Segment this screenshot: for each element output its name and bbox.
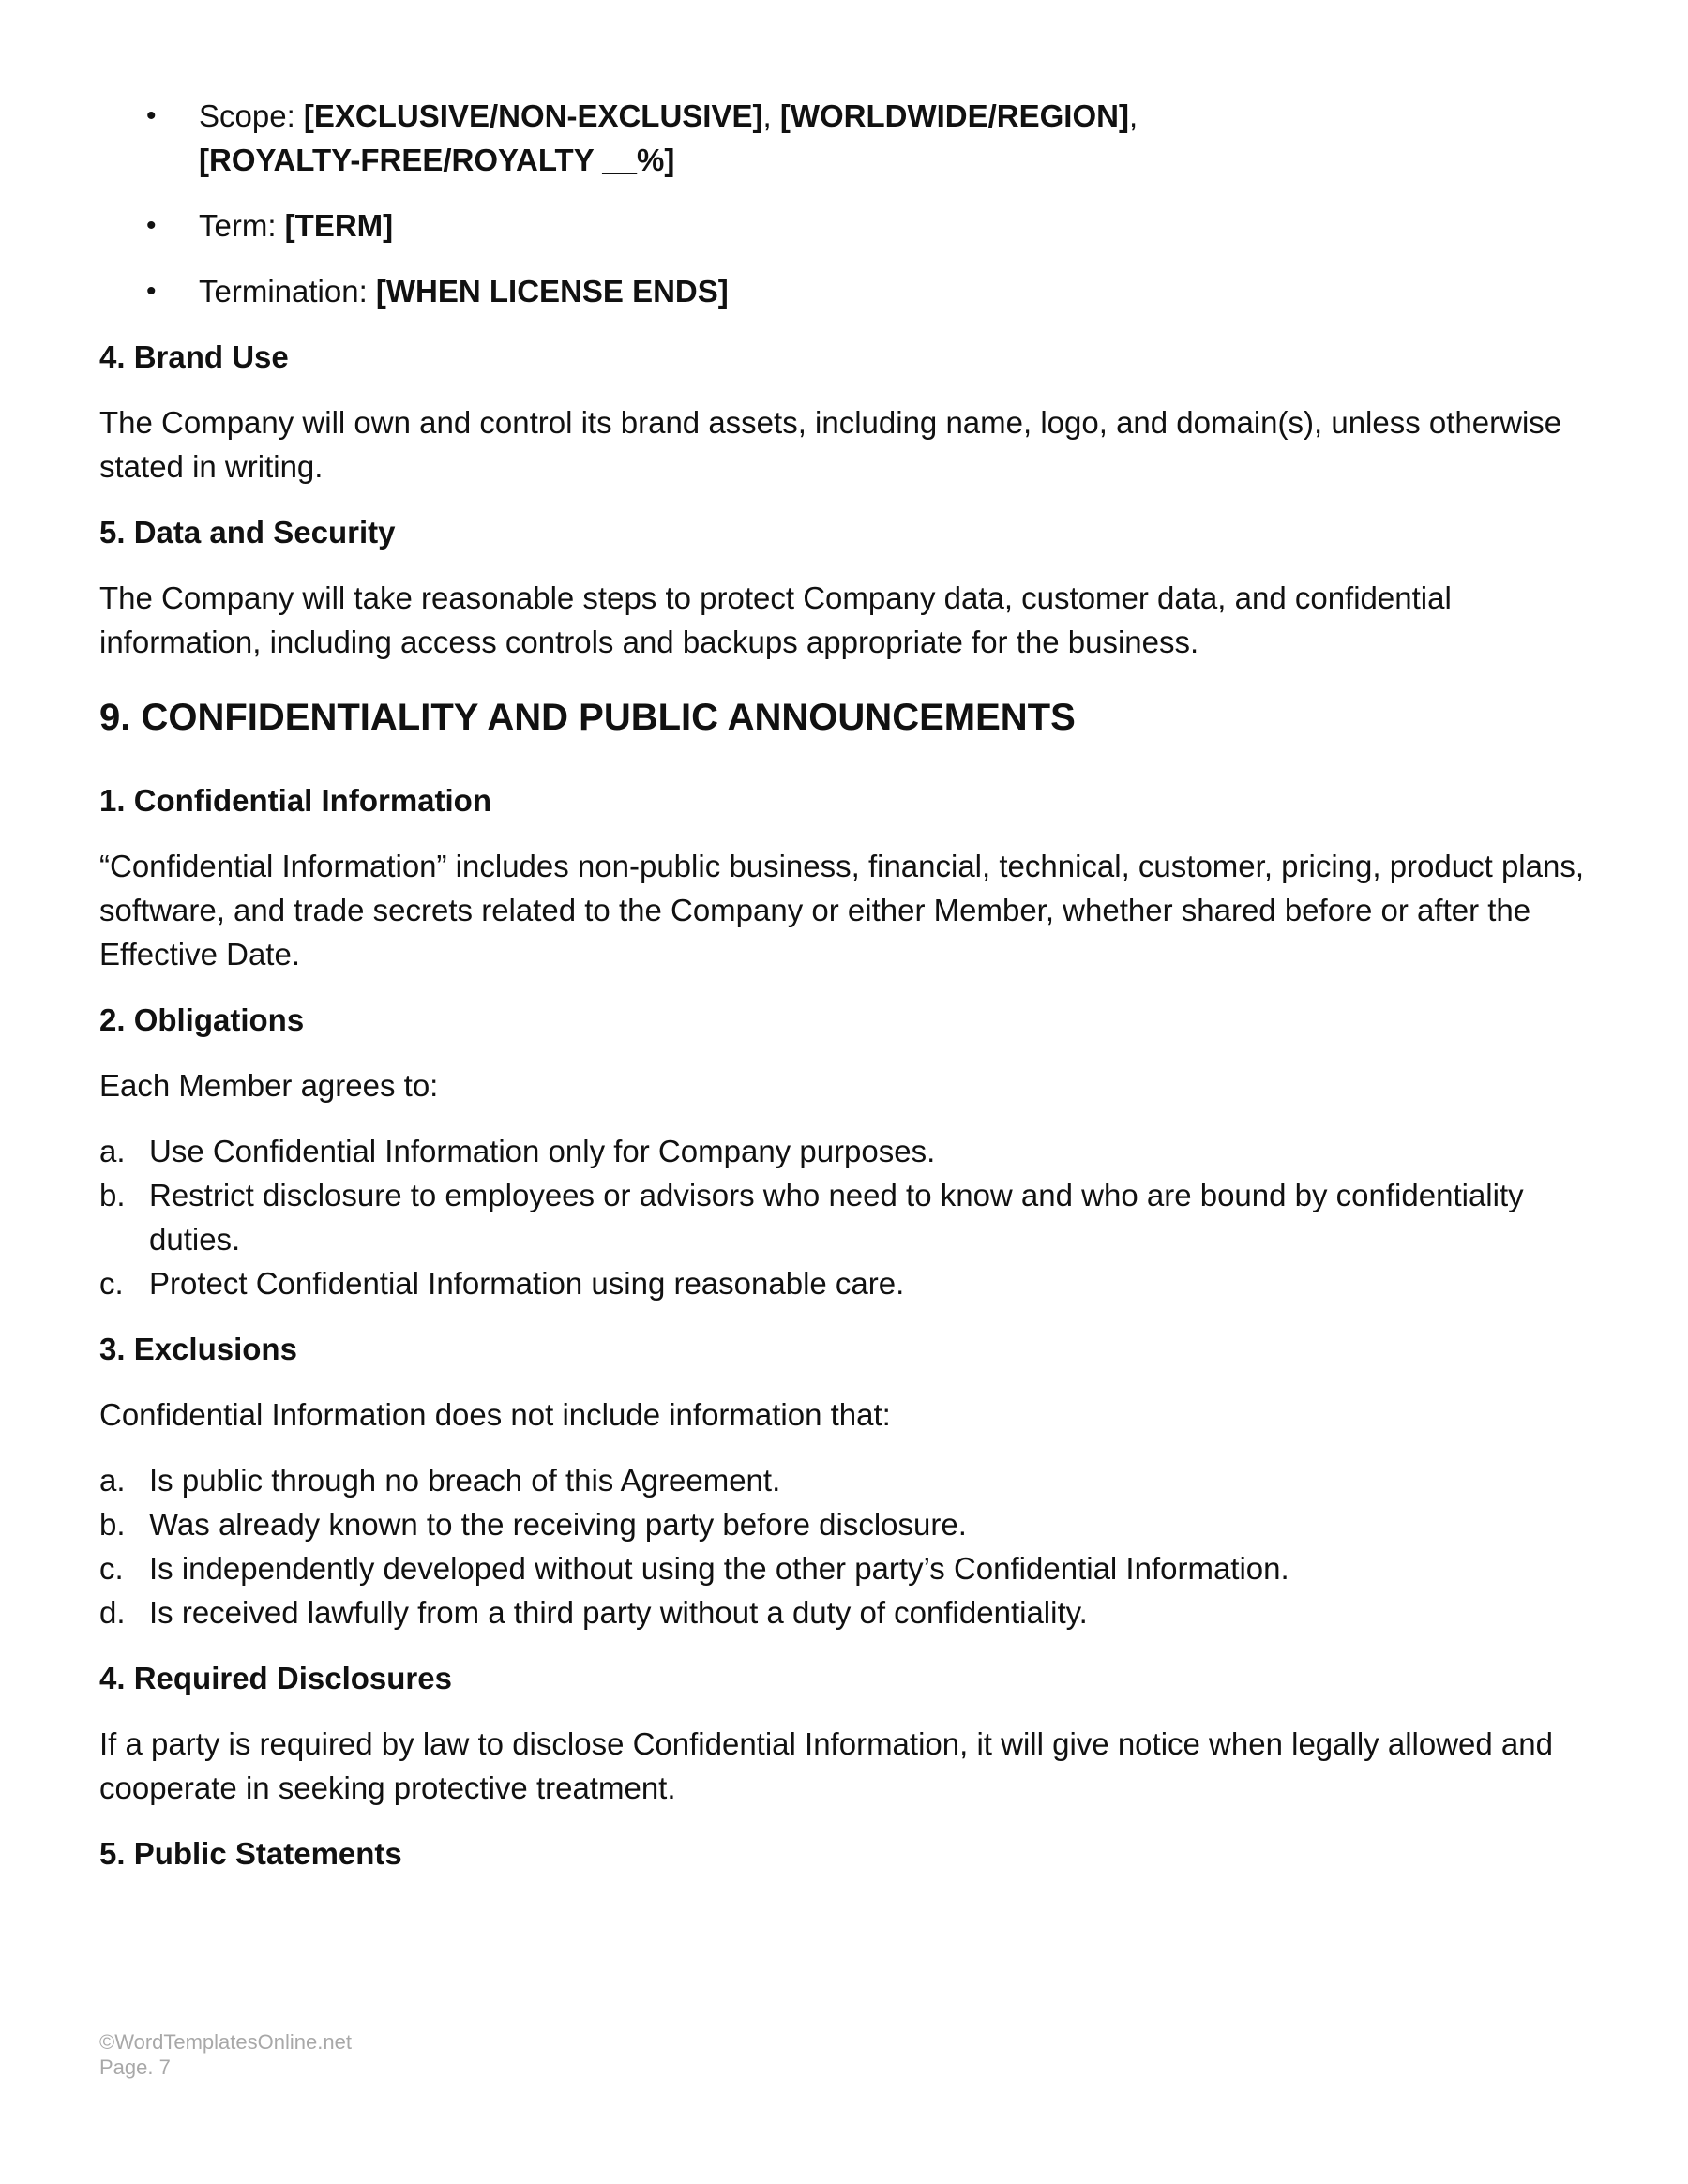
scope-option-royalty: [ROYALTY-FREE/ROYALTY __%] — [199, 143, 675, 177]
list-item-text: Restrict disclosure to employees or advisors who need to know and who are bound by confidentiality duties. — [149, 1178, 1524, 1257]
termination-value: [WHEN LICENSE ENDS] — [375, 274, 729, 309]
required-disclosures-text: If a party is required by law to disclose Confidential Information, it will give notice when legally allowed and cooperate in seeking protective treatment. — [99, 1726, 1553, 1805]
scope-separator: , — [1128, 98, 1138, 133]
confidential-info-heading: 1. Confidential Information — [99, 783, 491, 818]
bullet-dot-icon: • — [146, 276, 157, 307]
list-marker: b. — [99, 1507, 126, 1542]
obligations-intro: Each Member agrees to: — [99, 1068, 439, 1103]
list-item-text: Protect Confidential Information using reasonable care. — [149, 1266, 905, 1301]
list-item-text: Use Confidential Information only for Company purposes. — [149, 1134, 936, 1168]
list-marker: b. — [99, 1178, 126, 1212]
scope-label: Scope: — [199, 98, 304, 133]
scope-separator: , — [762, 98, 780, 133]
required-disclosures-heading: 4. Required Disclosures — [99, 1661, 452, 1695]
list-marker: c. — [99, 1266, 124, 1301]
footer-page-number: Page. 7 — [99, 2056, 171, 2079]
list-item-text: Was already known to the receiving party before disclosure. — [149, 1507, 967, 1542]
scope-option-exclusive: [EXCLUSIVE/NON-EXCLUSIVE] — [303, 98, 763, 133]
list-marker: c. — [99, 1551, 124, 1586]
obligations-heading: 2. Obligations — [99, 1002, 305, 1037]
obligations-list — [99, 1129, 1600, 1305]
list-item — [99, 1590, 1600, 1634]
list-item — [99, 1129, 1600, 1173]
section-9-title: 9. CONFIDENTIALITY AND PUBLIC ANNOUNCEMENTS — [99, 697, 1076, 738]
scope-option-region: [WORLDWIDE/REGION] — [779, 98, 1129, 133]
brand-use-heading: 4. Brand Use — [99, 339, 289, 374]
footer-copyright: ©WordTemplatesOnline.net — [99, 2030, 352, 2054]
data-security-text: The Company will take reasonable steps to protect Company data, customer data, and confidential information, including access controls and backups appropriate for the business. — [99, 580, 1452, 659]
scope-bullet — [99, 94, 1600, 182]
list-item — [99, 1546, 1600, 1590]
list-marker: a. — [99, 1463, 126, 1498]
list-item — [99, 1502, 1600, 1546]
termination-bullet — [99, 269, 1600, 313]
term-value: [TERM] — [284, 208, 394, 243]
list-item-text: Is independently developed without using the other party’s Confidential Information. — [149, 1551, 1289, 1586]
brand-use-text: The Company will own and control its brand assets, including name, logo, and domain(s), unless otherwise stated in writing. — [99, 405, 1562, 484]
data-security-heading: 5. Data and Security — [99, 515, 396, 550]
list-item-text: Is received lawfully from a third party without a duty of confidentiality. — [149, 1595, 1088, 1630]
list-item — [99, 1458, 1600, 1502]
document-body — [99, 94, 1600, 1897]
exclusions-heading: 3. Exclusions — [99, 1332, 297, 1366]
list-item — [99, 1173, 1600, 1261]
term-bullet — [99, 203, 1600, 248]
exclusions-list — [99, 1458, 1600, 1634]
confidential-info-text: “Confidential Information” includes non-public business, financial, technical, customer, pricing, product plans, software, and trade secrets related to the Company or either Member, whether shared before or after the Effective Date. — [99, 849, 1585, 972]
list-marker: a. — [99, 1134, 126, 1168]
list-marker: d. — [99, 1595, 126, 1630]
list-item — [99, 1261, 1600, 1305]
public-statements-heading: 5. Public Statements — [99, 1836, 402, 1871]
bullet-dot-icon: • — [146, 210, 157, 241]
list-item-text: Is public through no breach of this Agreement. — [149, 1463, 781, 1498]
termination-label: Termination: — [199, 274, 376, 309]
page-footer — [99, 2029, 352, 2080]
term-label: Term: — [199, 208, 285, 243]
exclusions-intro: Confidential Information does not include information that: — [99, 1397, 891, 1432]
bullet-dot-icon: • — [146, 100, 157, 131]
